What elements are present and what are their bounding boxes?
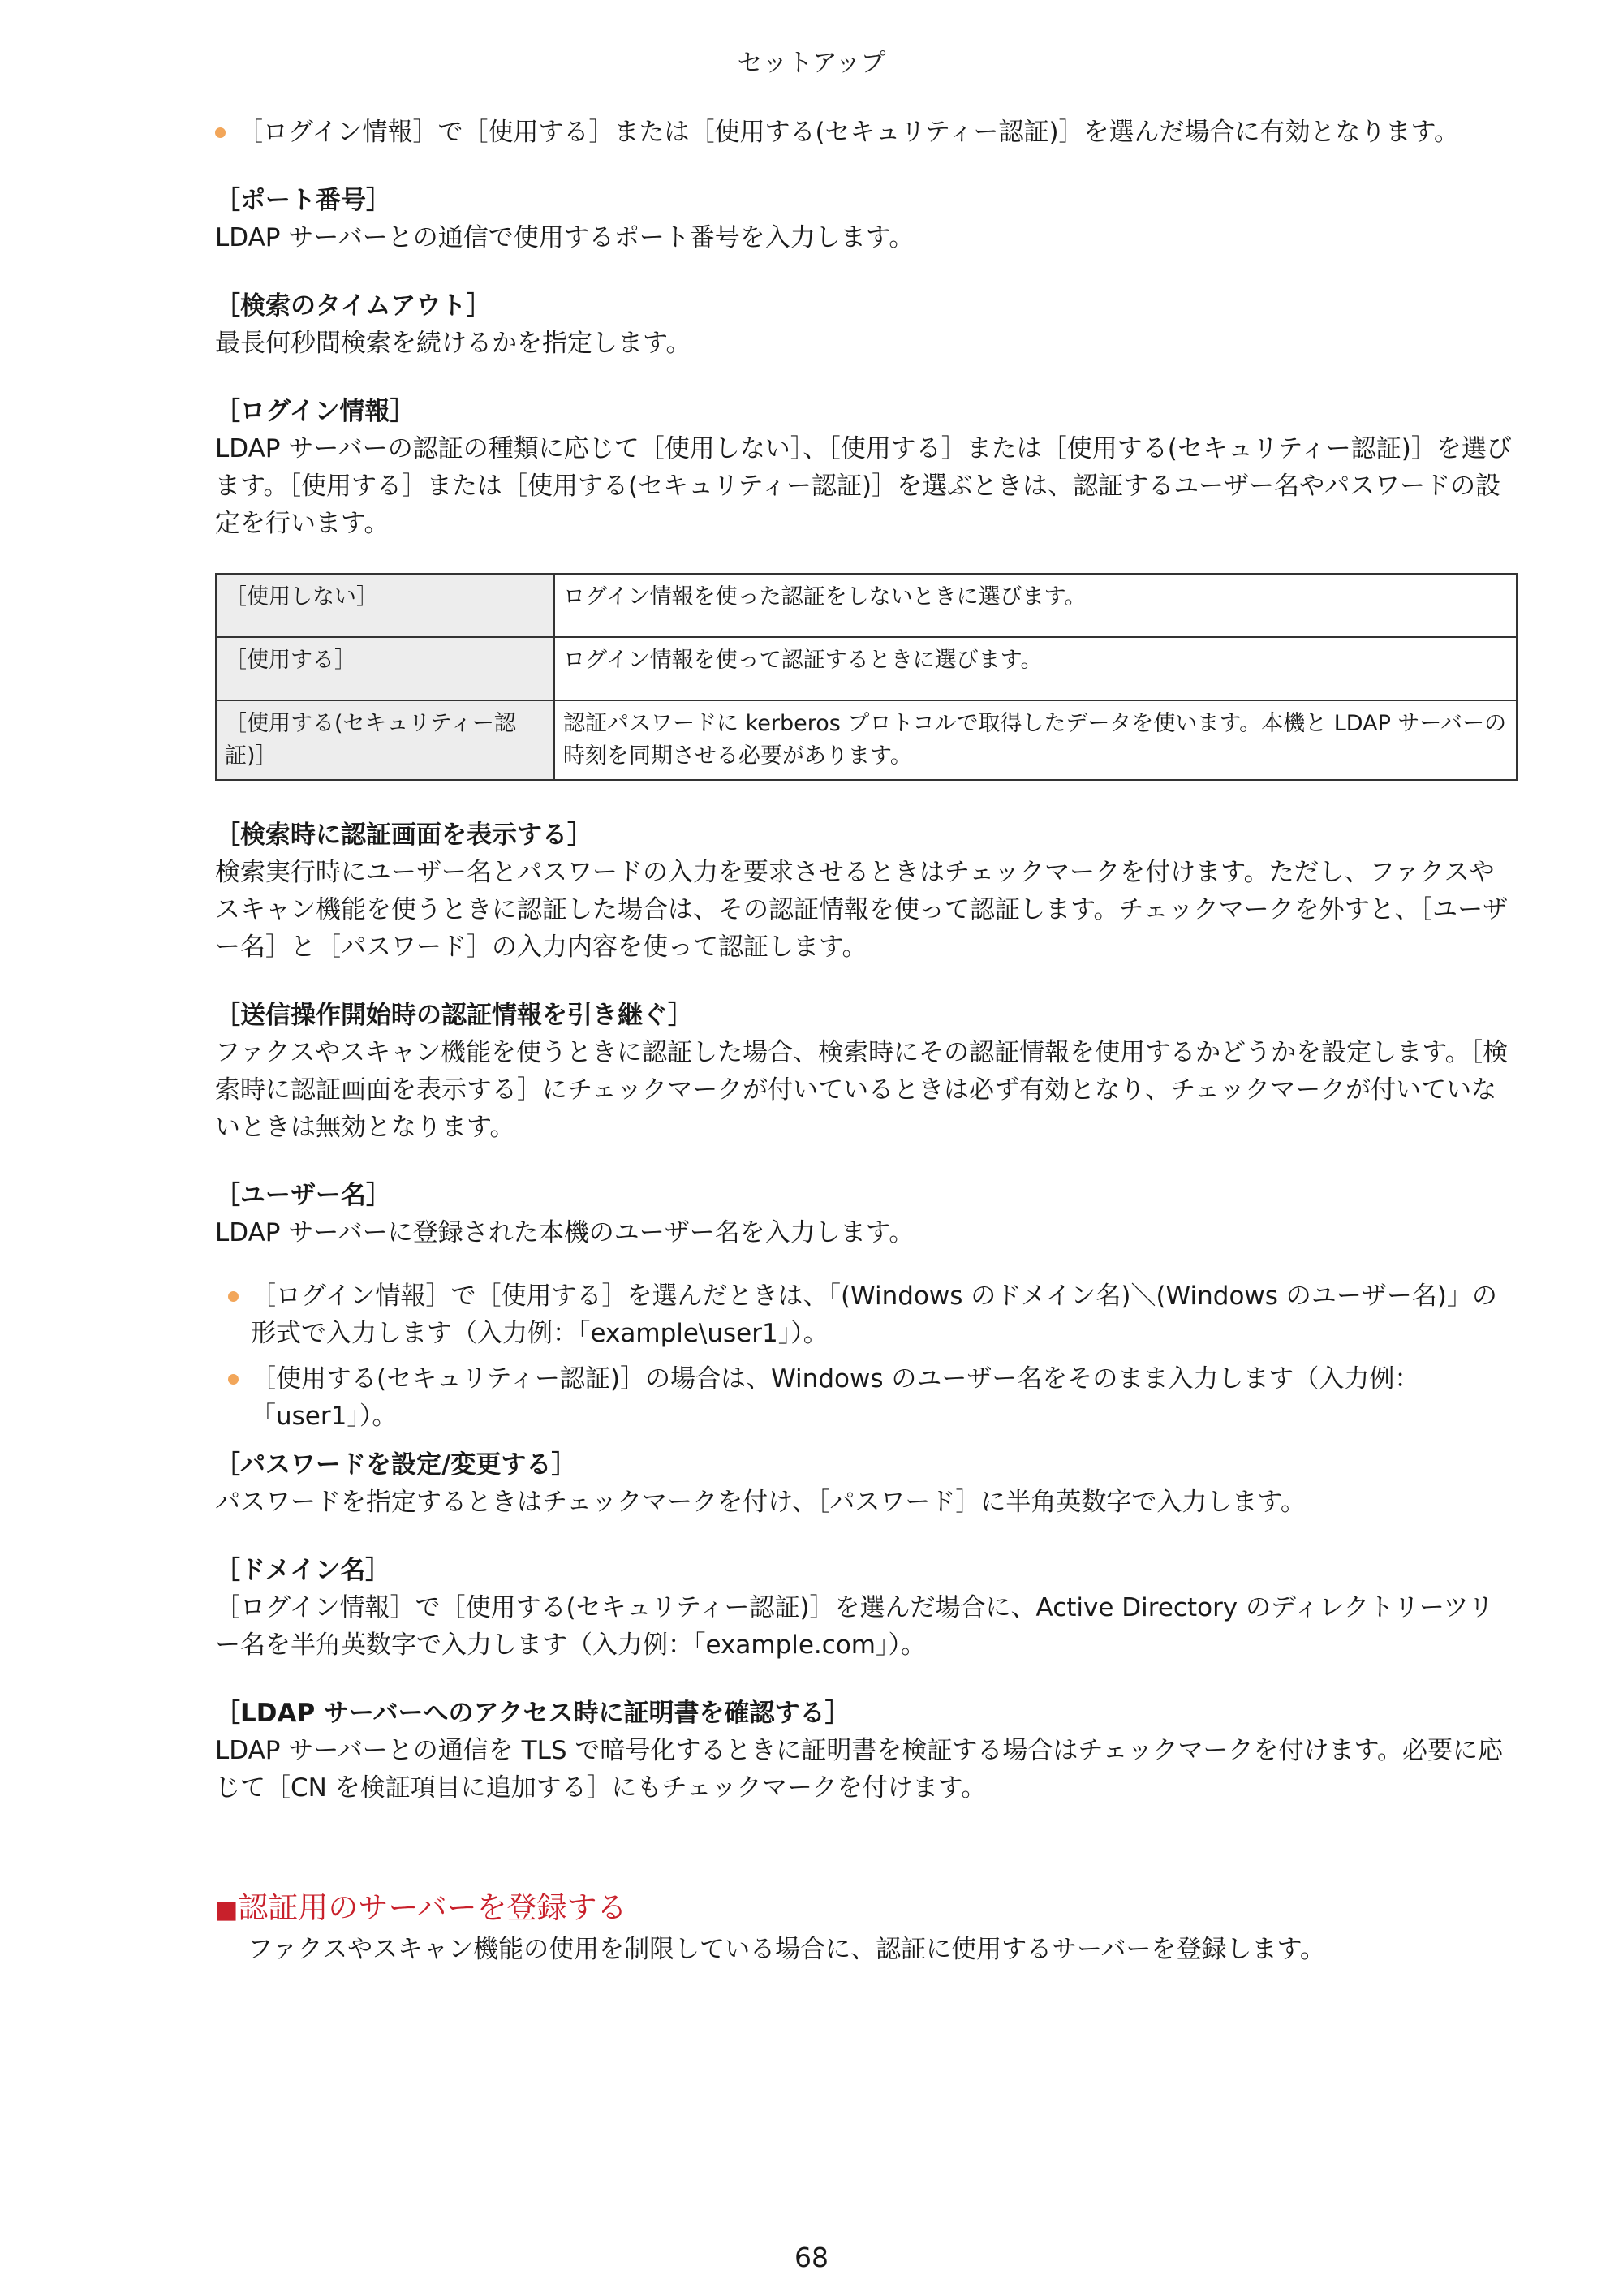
- table-row: [216, 700, 1517, 780]
- document-body: [215, 114, 1518, 1968]
- setting-password: [215, 1446, 1518, 1521]
- table-cell-key: ［使用する(セキュリティー認証)］: [216, 700, 554, 780]
- setting-verify-certificate: [215, 1695, 1518, 1807]
- setting-login-info: [215, 393, 1518, 542]
- list-item-text: ［ログイン情報］で［使用する］を選んだときは、「(Windows のドメイン名)＼(Windows のユーザー名)」の形式で入力します（入力例：「example\user1」）。: [251, 1282, 1497, 1348]
- username-notes: [215, 1277, 1518, 1435]
- page-header: セットアップ: [737, 49, 886, 78]
- list-item-text: ［ログイン情報］で［使用する］または［使用する(セキュリティー認証)］を選んだ場合に有効となります。: [238, 118, 1460, 147]
- table-cell-key: ［使用しない］: [216, 574, 554, 637]
- section-heading-text: 認証用のサーバーを登録する: [238, 1890, 627, 1925]
- setting-title: ［パスワードを設定/変更する］: [215, 1450, 577, 1480]
- section-description: ファクスやスキャン機能の使用を制限している場合に、認証に使用するサーバーを登録します。: [248, 1935, 1326, 1964]
- login-options-table: [215, 573, 1518, 781]
- setting-title: ［ポート番号］: [215, 186, 391, 215]
- bullet-dot-icon: [215, 127, 226, 138]
- setting-inherit-auth: [215, 997, 1518, 1146]
- top-note: [215, 114, 1518, 151]
- setting-description: LDAP サーバーとの通信を TLS で暗号化するときに証明書を検証する場合はチェックマークを付けます。必要に応じて［CN を検証項目に追加する］にもチェックマークを付けます。: [215, 1736, 1503, 1803]
- setting-description: パスワードを指定するときはチェックマークを付け、［パスワード］に半角英数字で入力します。: [215, 1488, 1306, 1517]
- section-heading: [215, 1888, 1518, 1931]
- page-number: 68: [794, 2242, 829, 2273]
- setting-title: ［検索時に認証画面を表示する］: [215, 821, 592, 850]
- setting-title: ［ユーザー名］: [215, 1181, 391, 1210]
- table-row: [216, 637, 1517, 700]
- list-item: [215, 1277, 1518, 1352]
- setting-description: ファクスやスキャン機能を使うときに認証した場合、検索時にその認証情報を使用するかどうかを設定します。［検索時に認証画面を表示する］にチェックマークが付いているときは必ず有効となり、チェックマークが付いていないときは無効となります。: [215, 1038, 1509, 1142]
- bullet-dot-icon: [228, 1374, 239, 1385]
- bullet-dot-icon: [228, 1291, 239, 1302]
- setting-port-number: [215, 182, 1518, 256]
- setting-domain-name: [215, 1552, 1518, 1664]
- list-item: [215, 1360, 1518, 1435]
- table-cell-value: ログイン情報を使った認証をしないときに選びます。: [554, 574, 1517, 637]
- setting-title: ［LDAP サーバーへのアクセス時に証明書を確認する］: [215, 1699, 850, 1728]
- setting-title: ［ログイン情報］: [215, 397, 415, 426]
- list-item-text: ［使用する(セキュリティー認証)］の場合は、Windows のユーザー名をそのまま入力します（入力例：「user1」）。: [251, 1364, 1420, 1431]
- setting-description: ［ログイン情報］で［使用する(セキュリティー認証)］を選んだ場合に、Active Directory のディレクトリーツリー名を半角英数字で入力します（入力例：「example.com」）。: [215, 1593, 1494, 1660]
- setting-description: 最長何秒間検索を続けるかを指定します。: [215, 329, 691, 358]
- setting-search-timeout: [215, 287, 1518, 362]
- setting-description: LDAP サーバーの認証の種類に応じて［使用しない］、［使用する］または［使用する(セキュリティー認証)］を選びます。［使用する］または［使用する(セキュリティー認証)］を選ぶときは、認証するユーザー名やパスワードの設定を行います。: [215, 434, 1512, 538]
- setting-description: LDAP サーバーに登録された本機のユーザー名を入力します。: [215, 1218, 915, 1247]
- table-cell-value: ログイン情報を使って認証するときに選びます。: [554, 637, 1517, 700]
- setting-show-auth-screen: [215, 816, 1518, 966]
- setting-title: ［ドメイン名］: [215, 1556, 391, 1585]
- table-cell-value: 認証パスワードに kerberos プロトコルで取得したデータを使います。本機と LDAP サーバーの時刻を同期させる必要があります。: [554, 700, 1517, 780]
- table-row: [216, 574, 1517, 637]
- table-cell-key: ［使用する］: [216, 637, 554, 700]
- square-marker-icon: ■: [215, 1896, 239, 1924]
- setting-description: 検索実行時にユーザー名とパスワードの入力を要求させるときはチェックマークを付けます。ただし、ファクスやスキャン機能を使うときに認証した場合は、その認証情報を使って認証します。チェックマークを外すと、［ユーザー名］と［パスワード］の入力内容を使って認証します。: [215, 858, 1509, 962]
- setting-title: ［検索のタイムアウト］: [215, 291, 492, 321]
- setting-username: [215, 1177, 1518, 1251]
- list-item: [215, 114, 1518, 151]
- setting-title: ［送信操作開始時の認証情報を引き継ぐ］: [215, 1001, 693, 1030]
- setting-description: LDAP サーバーとの通信で使用するポート番号を入力します。: [215, 223, 915, 252]
